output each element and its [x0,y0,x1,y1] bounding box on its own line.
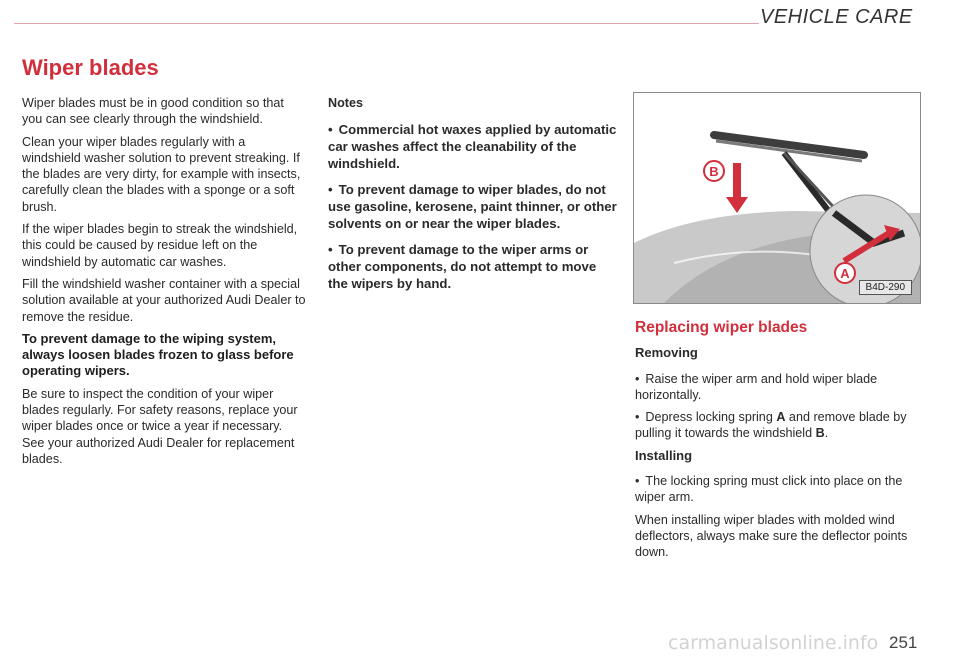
paragraph: Be sure to inspect the condition of your wiper blades regularly. For safety reasons, replace your wiper blades once or twice a year if necessary. See your authorized Audi Dealer for replacement blades. [22,386,298,466]
step-text: The locking spring must click into place on the wiper arm. [635,474,903,505]
note-text: To prevent damage to wiper blades, do not use gasoline, kerosene, paint thinner, or other solvents on or near the wiper blades. [328,182,617,232]
label-a-ref: A [776,410,786,425]
paragraph: Clean your wiper blades regularly with a windshield washer solution to prevent streaking. If the blades are very dirty, for example with insects, carefully clean the blades with a sponge or a soft brush. [22,134,301,214]
column-left [22,95,307,473]
step [635,409,920,442]
step [635,473,920,506]
bullet: • [635,371,640,386]
bullet: • [635,410,640,425]
bullet: • [635,474,640,489]
installing-heading: Installing [635,447,693,463]
wiper-blade-illustration [633,92,921,304]
note-item [328,241,618,292]
step-text: . [824,426,829,441]
section-header: VEHICLE CARE [760,6,913,28]
notes-heading: Notes [328,96,363,110]
bullet: • [328,242,333,258]
page-number: 251 [889,633,918,652]
header-rule [14,23,759,24]
removing-heading: Removing [635,345,698,361]
notes-column [328,95,618,301]
step-text: Depress locking spring [645,410,777,425]
step [635,371,920,404]
note-item [328,181,618,232]
note-item [328,121,618,172]
page-title: Wiper blades [22,55,159,80]
bullet: • [328,182,333,198]
paragraph: Fill the windshield washer container with a special solution available at your authorized Audi Dealer to remove the residue. [22,276,306,324]
warning-text: To prevent damage to the wiping system, always loosen blades frozen to glass before operating wipers. [22,330,294,379]
wiper-diagram [634,93,920,303]
step-text: Raise the wiper arm and hold wiper blade horizontally. [635,371,878,402]
label-b-ref: B [815,426,825,441]
replacing-column [635,320,920,567]
paragraph: When installing wiper blades with molded wind deflectors, always make sure the deflector points down. [635,512,908,560]
figure-code: B4D-290 [859,280,912,295]
label-a: A [840,266,850,281]
paragraph: If the wiper blades begin to streak the windshield, this could be caused by residue left on the windshield by automatic car washes. [22,222,298,269]
label-b: B [709,164,719,179]
note-text: To prevent damage to the wiper arms or other components, do not attempt to move the wipers by hand. [328,242,597,292]
note-text: Commercial hot waxes applied by automatic car washes affect the cleanability of the windshield. [328,122,617,172]
step-text: and remove blade by pulling it towards the windshield [635,410,907,441]
section-title: Replacing wiper blades [635,319,808,336]
paragraph: Wiper blades must be in good condition so that you can see clearly through the windshield. [22,96,284,127]
watermark: carmanualsonline.info [668,632,879,654]
bullet: • [328,122,333,138]
